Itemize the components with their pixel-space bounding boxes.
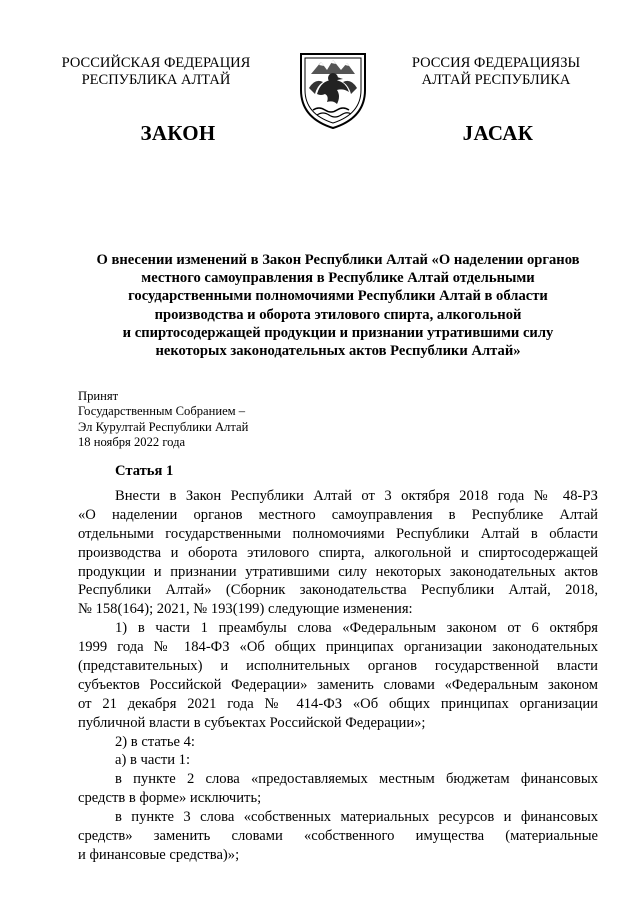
adoption-note — [78, 389, 248, 451]
article-body — [78, 487, 598, 865]
coat-of-arms-griffin-emblem-icon — [297, 50, 369, 130]
body-line: 1999 года № 184-ФЗ «Об общих принципах организации законодательных — [78, 639, 598, 656]
body-line: от 21 декабря 2021 года № 414-ФЗ «Об общих принципах организации — [78, 695, 598, 712]
title-line: государственными полномочиями Республики Алтай в области — [128, 288, 548, 305]
body-line: в пункте 3 слова «собственных материальных ресурсов и финансовых — [115, 809, 598, 826]
header-left-line-1: РОССИЙСКАЯ ФЕДЕРАЦИЯ — [61, 55, 251, 71]
title-line: и спиртосодержащей продукции и признании утратившими силу — [122, 324, 554, 341]
header-right-line-1: РОССИЯ ФЕДЕРАЦИЯЗЫ — [411, 55, 581, 71]
header-right-line-2: АЛТАЙ РЕСПУБЛИКА — [421, 72, 571, 88]
adoption-date: 18 ноября 2022 года — [78, 435, 186, 450]
document-title — [78, 251, 598, 360]
title-line: производства и оборота этилового спирта, алкогольной — [154, 306, 522, 323]
law-heading-russian: ЗАКОН — [140, 121, 216, 145]
body-line: «О наделении органов местного самоуправления в Республике Алтай — [78, 506, 598, 523]
body-line: № 158(164); 2021, № 193(199) следующие изменения: — [78, 601, 413, 618]
header-left-line-2: РЕСПУБЛИКА АЛТАЙ — [81, 72, 231, 88]
body-line: субъектов Российской Федерации» заменить словами «Федеральным законом — [78, 676, 598, 693]
body-line: Республики Алтай» (Сборник законодательства Республики Алтай, 2018, — [78, 582, 598, 599]
body-line: производства и оборота этилового спирта, алкогольной и спиртосодержащей — [78, 544, 598, 561]
adoption-line: Государственным Собранием – — [78, 404, 246, 419]
body-line: (представительных) и исполнительных органов государственной власти — [78, 658, 598, 675]
body-line: средств в форме» исключить; — [78, 790, 262, 807]
law-heading-altai: ЈАСАК — [462, 121, 534, 145]
body-line: средств» заменить словами «собственного имущества (материальные — [78, 828, 598, 845]
adoption-line: Эл Курултай Республики Алтай — [78, 419, 249, 434]
title-line: местного самоуправления в Республике Алтай отдельными — [141, 270, 535, 287]
body-line: и финансовые средства)»; — [78, 846, 240, 863]
body-line: в пункте 2 слова «предоставляемых местным бюджетам финансовых — [115, 771, 598, 788]
body-line: отдельными государственными полномочиями Республики Алтай в области — [78, 525, 598, 542]
header-right-block — [376, 55, 616, 89]
header-left-block — [36, 55, 276, 89]
adoption-line: Принят — [78, 389, 119, 403]
title-line: О внесении изменений в Закон Республики Алтай «О наделении органов — [96, 252, 580, 268]
body-line: продукции и признании утратившими силу некоторых законодательных актов — [78, 563, 598, 580]
body-line: Внести в Закон Республики Алтай от 3 октября 2018 года № 48-РЗ — [115, 488, 598, 504]
body-line: 2) в статье 4: — [115, 733, 195, 750]
body-line: а) в части 1: — [115, 752, 191, 769]
title-line: некоторых законодательных актов Республики Алтай» — [155, 343, 521, 360]
article-heading: Статья 1 — [115, 463, 174, 479]
body-line: 1) в части 1 преамбулы слова «Федеральным законом от 6 октября — [115, 620, 598, 637]
body-line: публичной власти в субъектах Российской Федерации»; — [78, 714, 426, 731]
